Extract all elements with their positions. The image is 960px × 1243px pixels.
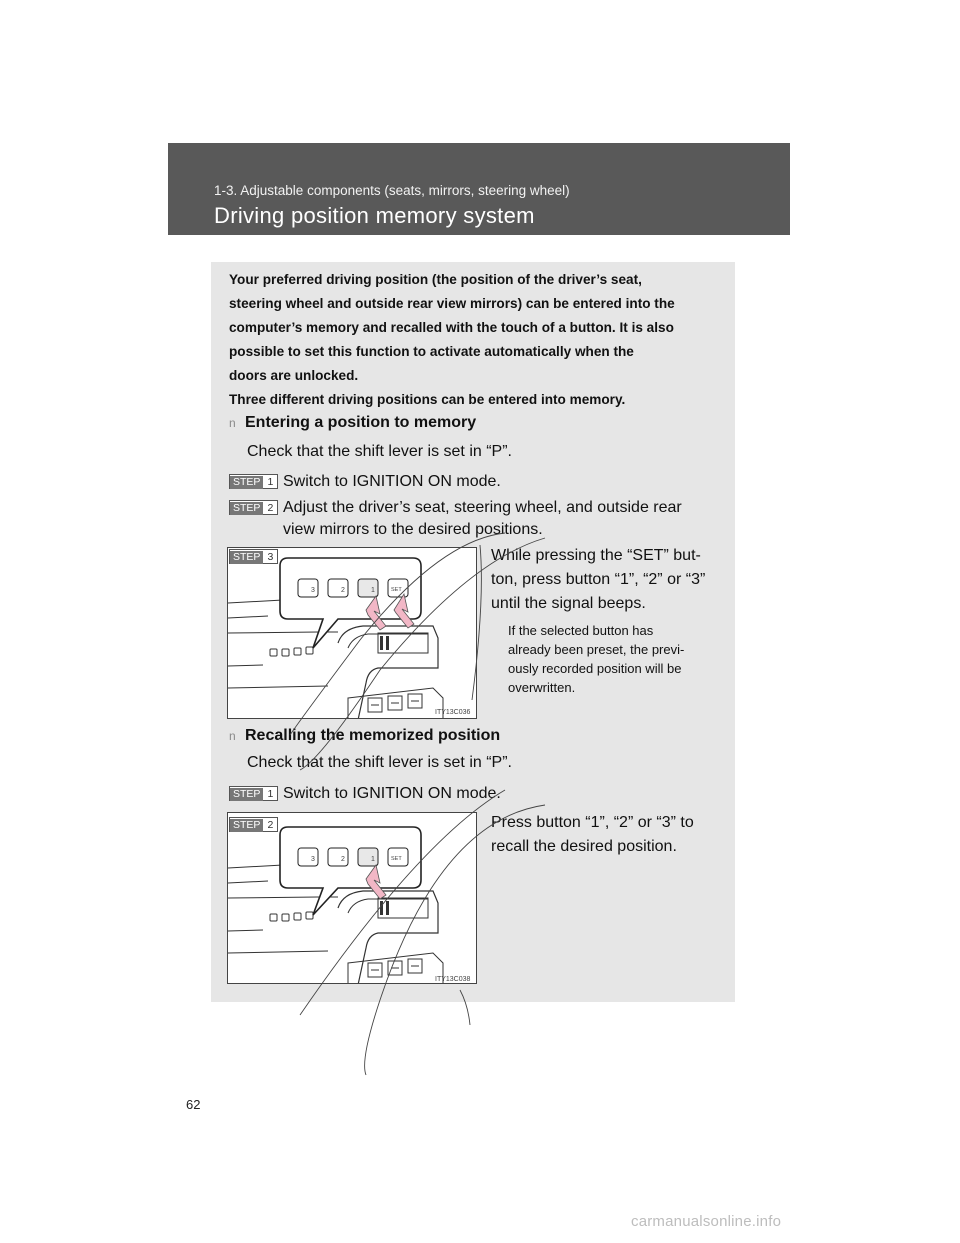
entering-heading: n Entering a position to memory xyxy=(229,414,477,431)
entering-step3-text: While pressing the “SET” but- ton, press button “1”, “2” or “3” until the signal beeps. xyxy=(491,547,706,612)
bullet-icon: n xyxy=(229,416,236,430)
recalling-step2-text: Press button “1”, “2” or “3” to recall the desired position. xyxy=(491,814,694,855)
recalling-heading: n Recalling the memorized position xyxy=(229,727,501,744)
entering-step2-line1: Adjust the driver’s seat, steering wheel, and outside rear xyxy=(283,499,682,516)
intro-line: possible to set this function to activate automatically when the xyxy=(229,344,634,359)
step-badge: STEP 1 xyxy=(229,786,278,801)
intro-line: Three different driving positions can be entered into memory. xyxy=(229,392,626,407)
intro-line: computer’s memory and recalled with the touch of a button. It is also xyxy=(229,320,674,335)
button-2-label: 2 xyxy=(341,856,345,863)
chapter-header xyxy=(168,143,790,235)
door-panel-drawing xyxy=(228,813,477,984)
door-switch-illustration-set xyxy=(227,547,477,719)
bullet-icon: n xyxy=(229,729,236,743)
recalling-step1-text: Switch to IGNITION ON mode. xyxy=(283,785,501,802)
entering-check: Check that the shift lever is set in “P”. xyxy=(247,443,512,460)
intro-line: doors are unlocked. xyxy=(229,368,359,383)
set-button-label: SET xyxy=(391,587,402,593)
overwrite-note: If the selected button has already been preset, the previ- ously recorded position will be overwritten. xyxy=(508,623,685,695)
set-button-label: SET xyxy=(391,856,402,862)
intro-line: Your preferred driving position (the position of the driver’s seat, xyxy=(229,272,642,287)
step-badge: STEP 3 xyxy=(229,549,278,564)
intro-paragraph xyxy=(229,268,724,412)
button-2-label: 2 xyxy=(341,587,345,594)
page-title: Driving position memory system xyxy=(214,203,535,228)
button-1-label: 1 xyxy=(371,856,375,863)
watermark: carmanualsonline.info xyxy=(631,1213,782,1230)
step-badge: STEP 1 xyxy=(229,474,278,489)
entering-step1-text: Switch to IGNITION ON mode. xyxy=(283,473,501,490)
entering-step2-line2: view mirrors to the desired positions. xyxy=(283,521,543,538)
image-code: ITY13C038 xyxy=(435,976,471,983)
door-panel-drawing xyxy=(228,548,477,719)
button-3-label: 3 xyxy=(311,587,315,594)
intro-line: steering wheel and outside rear view mirrors) can be entered into the xyxy=(229,296,675,311)
step-badge: STEP 2 xyxy=(229,817,278,832)
button-1-label: 1 xyxy=(371,587,375,594)
image-code: ITY13C036 xyxy=(435,709,471,716)
button-3-label: 3 xyxy=(311,856,315,863)
page-number: 62 xyxy=(186,1097,201,1112)
door-switch-illustration-recall xyxy=(227,812,477,984)
step-badge: STEP 2 xyxy=(229,500,278,515)
section-breadcrumb: 1-3. Adjustable components (seats, mirrors, steering wheel) xyxy=(214,183,570,198)
recalling-check: Check that the shift lever is set in “P”. xyxy=(247,754,512,771)
